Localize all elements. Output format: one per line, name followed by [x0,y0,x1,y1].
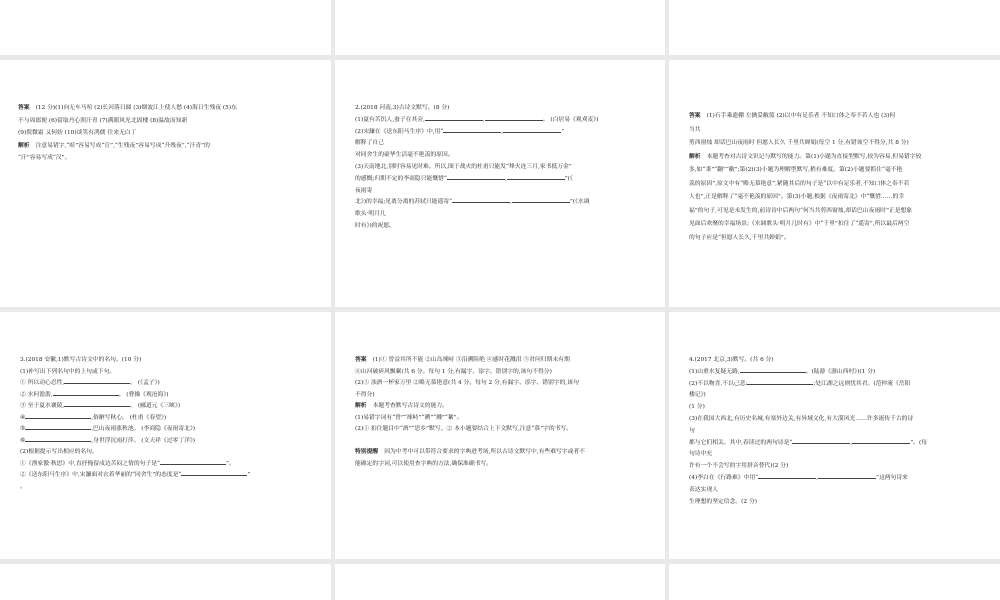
text-line [355,116,598,124]
section-label: 解析 [355,403,367,409]
fill-blank [503,132,561,133]
fill-blank [512,202,570,203]
line-text: 剪西窗烛 却话巴山夜雨时 但愿人长久 千里共婵娟(每空 1 分,有错该空不得分,共 8 分) [689,140,909,146]
text-line [689,403,705,411]
text-line [689,126,701,134]
fill-blank [64,406,130,407]
line-text: (1 分) [689,404,705,411]
line-text: 夜雨寄 [355,187,373,194]
text-line [20,368,115,376]
fill-blank [747,384,813,385]
text-line [689,368,875,376]
text-line [689,486,718,494]
text-line [689,166,902,174]
line-text: (2)① 扣住题目中“酒”“思乡”默写。② 本小题要结合上下文默写,注意“慕”字的书写。 [355,426,573,432]
fill-blank [740,372,806,373]
page-answer-q1[interactable] [0,60,331,307]
line-text: (3)在我国大西北,有历史名城,有塞外边关,有异域文化,有大漠风光……许多流传千古的诗 [689,416,914,422]
fill-blank [25,429,91,430]
text-line [18,104,237,112]
text-line [20,425,195,433]
line-tail: ”。(每 [910,439,928,446]
line-text: (1)夏有苦饥人,蚕子在其旁, [355,116,425,123]
text-line [20,448,98,456]
line-text: (1)① 曾益其所不能 ②山岛竦峙 ③沿溯阻绝 ④感时花溅泪 ⑤君问归期未有期 [372,357,570,363]
text-line [689,153,921,161]
text-line [355,187,372,195]
fill-blank [25,441,91,442]
fill-blank [443,132,501,133]
blank-separator: , [510,199,512,206]
line-text: 3.(2018 安徽,1)默写古诗文中的名句。(10 分) [20,357,142,363]
text-line [355,128,564,136]
text-line [355,222,395,230]
line-text: 楼记》) [689,392,706,399]
text-line [689,462,788,470]
text-line [20,379,160,387]
line-text: 注意易错字,“暄”容易写成“宣”,“生残夜”容易写成“升残夜”,“汗青”的 [35,142,210,149]
line-text: (1)石手乘遗棚 左擒妥敝篮 (2)以中有足乐者 不知口体之奉不若人也 (3)何 [706,113,896,119]
page-thumb-top-3[interactable] [669,0,1000,55]
line-tail: ”(《 [564,175,573,182]
text-line [355,391,375,399]
line-text: (12 分)(1)向无车马喧 (2)长河落日圆 (3)烟波江上使人愁 (4)海日生残夜 (5)东 [35,105,237,111]
section-label: 特别提醒 [355,449,379,455]
text-line [355,356,570,364]
line-tail: ”这两句诗来 [876,475,908,481]
line-tail: 。 (白居易《观刈麦》) [542,116,599,123]
blank-separator: , [501,128,504,135]
line-text: (1)山重水复疑无路, [689,368,740,375]
line-text: 本题考查对古诗文识记与默写的能力。第(1)小题为直接型默写,较为容易,但易错字较 [706,153,922,160]
text-line [20,437,195,445]
line-tail: 。(陆游《游山西村》)(1 分) [805,368,876,375]
line-tail: ,巴山夜雨涨秋池。 (李商隐《夜雨寄北》) [91,426,196,432]
line-text: 当共 [689,126,701,133]
page-thumb-bottom-3[interactable] [669,564,1000,600]
fill-blank [758,478,816,479]
text-line [689,234,790,242]
text-line [689,474,908,482]
section-label: 答案 [355,357,367,363]
line-text: ② 水何澹澹, [20,391,53,398]
text-line [20,356,141,364]
line-text: 本题考查默写古诗文的能力。 [372,403,448,409]
text-line [355,368,552,376]
line-text: 4.(2017 北京,3)默写。(共 6 分) [689,357,774,363]
text-line [689,180,909,188]
text-line [355,104,449,112]
line-text: 许有一个不会写的字用拼音替代)(2 分) [689,463,789,470]
line-text: 的感慨;归期不定的李商隐只能慨惜“ [355,175,447,182]
text-line [18,117,187,125]
line-text: ①《渔家傲·秋思》中,直抒掩留戍边苦闷之情的句子是“ [20,460,160,467]
line-text: 歌头·明月几 [355,211,386,218]
line-text: (3)天南地北,别时容易见时难。所以,图于战火的杜甫只能发“烽火连三月,家书抵万金” [355,164,572,170]
page-question-2[interactable] [335,60,665,307]
line-text: (2)不以物喜,不以己悲; [689,380,748,387]
text-line [20,414,166,422]
text-line [689,220,909,228]
text-line [355,210,386,218]
fill-blank [507,179,565,180]
text-line [355,139,384,147]
section-label: 解析 [689,153,701,160]
text-line [689,391,706,399]
text-line [689,112,895,120]
blank-separator: , [504,175,507,182]
text-line [689,498,757,506]
line-text: (2)① 浊酒一杯家万里 ②略无慕艳意(共 4 分。每句 2 分,有漏字、添字、错别字的,该句 [355,380,579,386]
section-label: 答案 [18,105,30,111]
fill-blank [181,475,247,476]
page-answer-q3[interactable] [335,312,665,559]
text-line [355,163,572,171]
text-line [689,450,712,458]
line-text: (1)补写出下列名句中的上句或下句。 [20,368,116,375]
fill-blank [64,383,130,384]
line-text: ③ 至于夏水襄陵, [20,403,65,409]
line-text: 不与周郎便 (6)留取丹心照汗青 (7)满眼风光北固楼 (8)温故而知新 [18,117,188,124]
line-text: 表达实现人 [689,486,718,493]
fill-blank [447,179,505,180]
text-line [355,414,462,422]
text-line [355,448,585,456]
text-line [355,402,448,410]
line-text: ②《送东阳马生序》中,宋濂面对衣着华丽的“同舍生”的态度是“ [20,472,182,478]
text-line [689,356,774,364]
text-line [20,471,250,479]
text-line [20,402,180,410]
text-line [355,175,573,183]
line-text: (1)易错字词有“曾”“竦峙”“溯”“溅”“絮”。 [355,414,463,421]
line-text: 时有》)的祝愿。 [355,223,395,229]
line-text: 2.(2018 河南,3)古诗文默写。(8 分) [355,105,450,111]
text-line [20,483,26,491]
fill-blank [818,478,876,479]
line-text: 福”的句子,可见是未发生的,前诗诗中后两句“何当共剪西窗烛,却话巴山夜雨时”正是想象 [689,207,913,214]
page-thumb-top-2[interactable] [335,0,665,55]
text-line [689,439,927,447]
line-tail: ;处江湖之远则忧其君。(范仲淹《岳阳 [813,380,911,387]
line-text: 羡的原因”,原文中有“略无慕艳意”,紧随其后的句子是“以中有足乐者,不知口体之奉不若 [689,180,910,187]
line-text: ⑥山河破碎风飘絮(共 6 分。每句 1 分,有漏字、添字、错别字的,该句不得分) [355,368,552,375]
page-answer-q2[interactable] [669,60,1000,307]
fill-blank [425,120,483,121]
line-text: ⑥ [20,437,26,444]
line-text: 的句子应是“但愿人长久,千里共婵娟”。 [689,234,790,241]
line-tail: ,俗陋写秋心。 (杜甫《春望》) [91,414,167,421]
text-line [355,379,579,387]
text-line [355,425,572,433]
line-text: ⑤ [20,426,26,432]
fill-blank [25,418,91,419]
fill-blank [485,120,543,121]
blank-separator: , [816,475,818,481]
page-thumb-bottom-1[interactable] [0,564,331,600]
line-tail: ”。 [225,460,235,467]
fill-blank [452,202,510,203]
line-text: 生理想的坚定信念。(2 分) [689,498,758,505]
line-text: (2)宋濂在《送东阳马生序》中,用“ [355,128,444,135]
line-text: 多,如“秉”“翻”“敝”;第(2)(3)小题为理解型默写,稍有难度。第(2)小题要抓住“毫不艳 [689,167,903,173]
line-text: 不得分) [355,391,375,398]
line-text: 都与它们相关。其中,春读过的两句诗是“ [689,439,793,446]
line-text: 句诗中充 [689,451,713,458]
section-label: 解析 [18,142,30,149]
text-line [689,207,912,215]
text-line [689,193,904,201]
text-line [355,460,492,468]
line-tail: ” [247,472,251,478]
line-text: 因为中考中可以带符合要求的字典进考场,所以古诗文默写中,有些难写字或者不 [384,449,585,455]
fill-blank [160,464,226,465]
line-text: “汗”容易写成“汉”。 [18,155,71,161]
line-text: (2)根据提示写出相应的名句。 [20,449,98,455]
text-line [18,154,70,162]
page-question-3[interactable] [0,312,331,559]
blank-separator: , [482,116,485,123]
text-line [689,427,695,435]
line-text: (4)李白在《行路难》中用“ [689,475,759,481]
line-tail: ,身世浮沉雨打萍。 (文天祥《过零丁洋》) [91,437,196,444]
text-line [20,391,169,399]
line-text: ① 所以动心忍性, [20,380,65,386]
line-tail: ” [561,128,565,135]
line-text: 解释了自己 [355,140,384,147]
text-line [355,151,454,159]
fill-blank [852,443,910,444]
line-text: 北》)的幸福;见离分离的苏轼只能遥寄“ [355,199,453,206]
line-tail: 。 (郦道元《三峡》) [130,403,181,409]
text-line [18,142,210,150]
line-text: 人也”,正是解释了“毫不艳羡的原因”。第(3)小题,根据《夜雨寄北》中“慨惜……的幸 [689,194,905,200]
line-tail: 。 (曹操《观沧海》) [118,391,169,398]
blank-separator: , [850,439,853,446]
text-line [355,198,590,206]
line-tail: 。 (《孟子》) [130,380,160,386]
text-line [20,460,235,468]
line-text: 对同舍生的豪华生活毫不艳羡的原因。 [355,152,454,159]
text-line [689,139,909,147]
fill-blank [53,395,119,396]
page-thumb-bottom-2[interactable] [335,564,665,600]
fill-blank [792,443,850,444]
page-question-4[interactable] [669,312,1000,559]
page-thumb-top-1[interactable] [0,0,331,55]
line-text: (9)鬓微霜 又何妨 (10)谈笑有鸿儒 往来无白丁 [18,130,137,136]
line-text: 能确定的字词,可以使用查字典的方法,确保准确书写。 [355,460,493,467]
line-text: 句 [689,427,695,434]
line-tail: ”(《水调 [569,199,590,206]
text-line [689,415,913,423]
section-label: 答案 [689,113,701,119]
line-text: ④ [20,414,26,421]
line-text: 。 [20,483,26,490]
text-line [689,380,910,388]
text-line [18,129,136,137]
line-text: 见面后欢聚的幸福场景;《水调歌头·明月几时有》中“千里”扣住了“遥寄”,所以最后两空 [689,221,910,227]
